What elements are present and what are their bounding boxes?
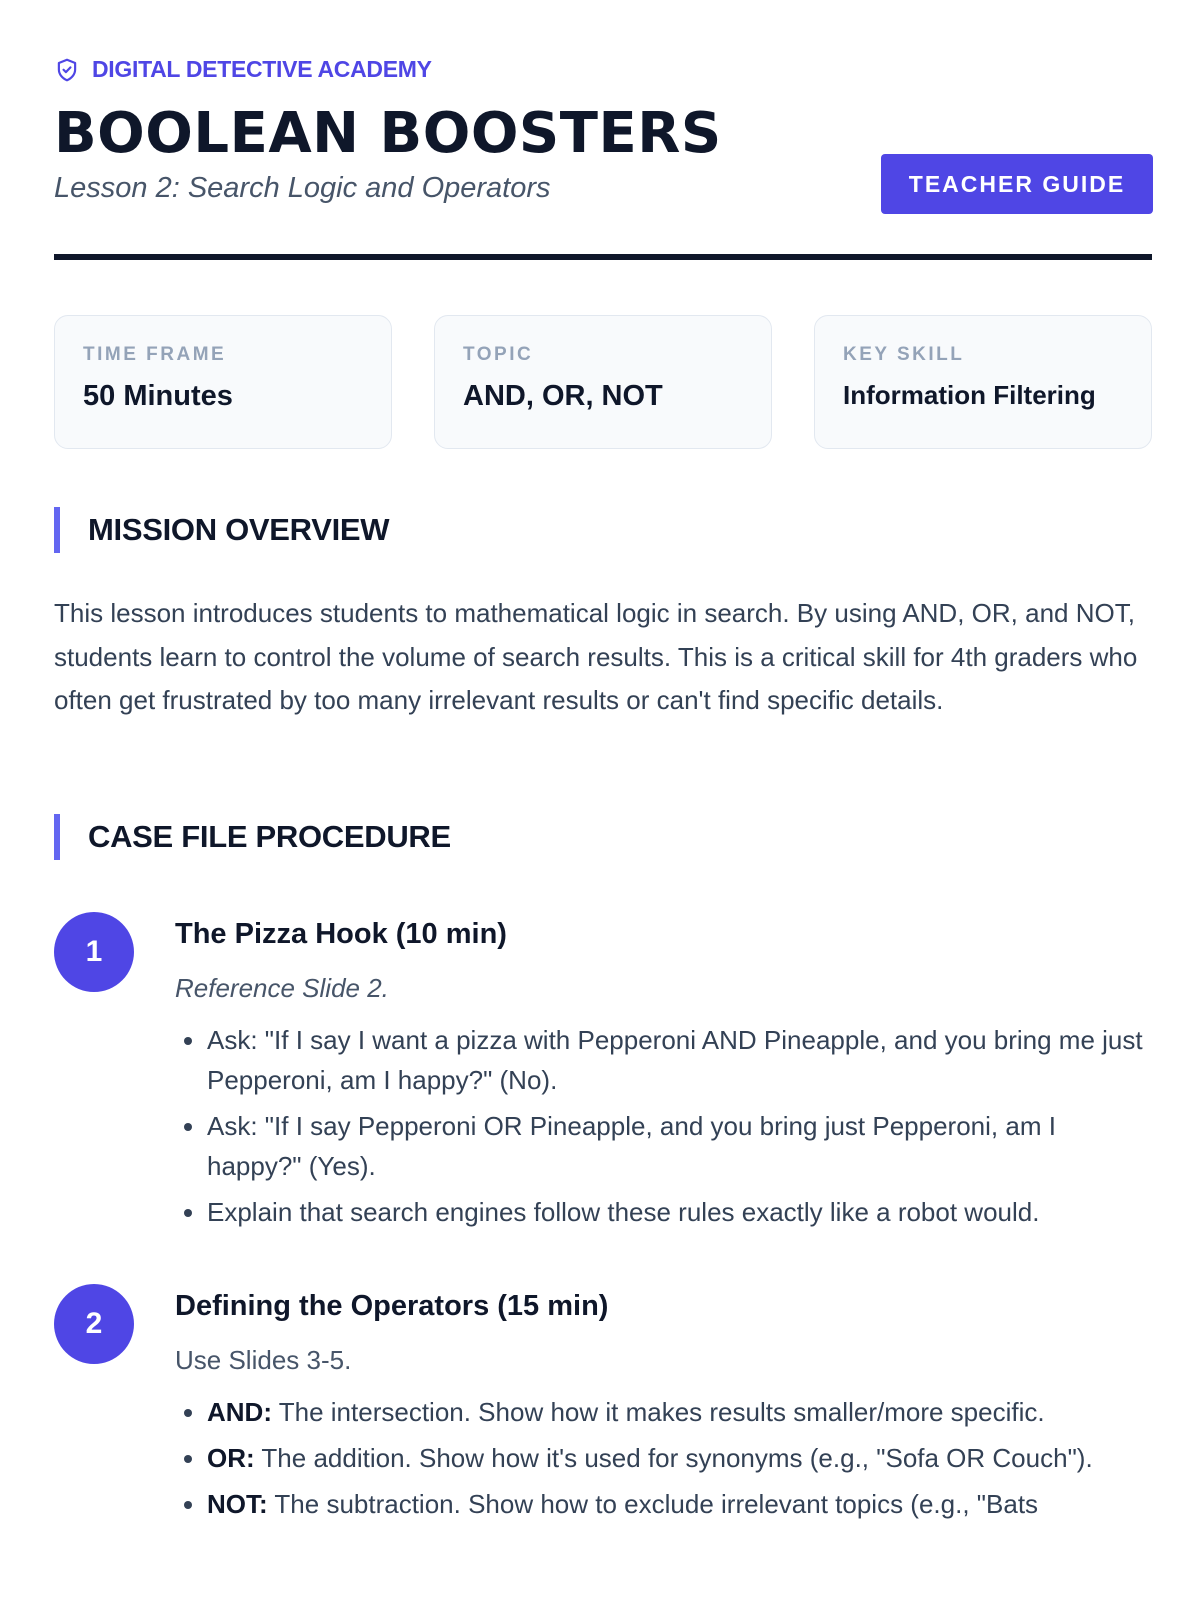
card-value: 50 Minutes bbox=[83, 380, 233, 412]
operator-term: AND: bbox=[207, 1397, 272, 1427]
list-item bbox=[207, 1484, 1152, 1524]
step-reference: Reference Slide 2. bbox=[175, 973, 389, 1003]
step-body bbox=[175, 912, 1152, 1238]
lesson-subtitle: Lesson 2: Search Logic and Operators bbox=[54, 172, 551, 204]
card-label: TOPIC bbox=[463, 344, 534, 365]
step-number-badge: 2 bbox=[54, 1284, 134, 1364]
heading-accent-bar bbox=[54, 507, 60, 553]
section-title: MISSION OVERVIEW bbox=[88, 512, 390, 547]
shield-check-icon bbox=[54, 57, 80, 83]
info-card-topic bbox=[434, 315, 772, 449]
info-card-time-frame bbox=[54, 315, 392, 449]
operator-description: The addition. Show how it's used for synonyms (e.g., "Sofa OR Couch"). bbox=[254, 1443, 1093, 1473]
step-reference: Use Slides 3-5. bbox=[175, 1345, 352, 1375]
case-file-procedure-heading bbox=[54, 814, 451, 860]
list-item: • Ask: "If I say I want a pizza with Pepperoni AND Pineapple, and you bring me just Pepperoni, am I happy?" (No). bbox=[207, 1020, 1152, 1100]
heading-accent-bar bbox=[54, 814, 60, 860]
step-list bbox=[175, 1020, 1152, 1232]
list-item: • Ask: "If I say Pepperoni OR Pineapple, and you bring just Pepperoni, am I happy?" (Yes). bbox=[207, 1106, 1152, 1186]
operator-description: The subtraction. Show how to exclude irrelevant topics (e.g., "Bats bbox=[267, 1489, 1039, 1519]
info-cards bbox=[54, 315, 1152, 449]
info-card-key-skill bbox=[814, 315, 1152, 449]
mission-overview-text: This lesson introduces students to mathematical logic in search. By using AND, OR, and NOT, students learn to control the volume of search results. This is a critical skill for 4th graders who often get frustrated by too many irrelevant results or can't find specific details. bbox=[54, 598, 1138, 715]
operator-description: The intersection. Show how it makes results smaller/more specific. bbox=[272, 1397, 1045, 1427]
card-value: AND, OR, NOT bbox=[463, 380, 663, 412]
list-item: • Explain that search engines follow these rules exactly like a robot would. bbox=[207, 1192, 1152, 1232]
step-list bbox=[175, 1392, 1152, 1524]
step-title: Defining the Operators (15 min) bbox=[175, 1290, 609, 1322]
list-item bbox=[207, 1392, 1152, 1432]
section-title: CASE FILE PROCEDURE bbox=[88, 819, 451, 854]
brand-row bbox=[54, 56, 432, 83]
list-item bbox=[207, 1438, 1152, 1478]
step-title: The Pizza Hook (10 min) bbox=[175, 918, 507, 950]
card-value: Information Filtering bbox=[843, 380, 1096, 410]
brand-name: DIGITAL DETECTIVE ACADEMY bbox=[92, 56, 432, 82]
operator-term: OR: bbox=[207, 1443, 255, 1473]
operator-term: NOT: bbox=[207, 1489, 268, 1519]
teacher-guide-button[interactable]: TEACHER GUIDE bbox=[881, 154, 1153, 214]
mission-overview-heading bbox=[54, 507, 389, 553]
header-divider bbox=[54, 254, 1152, 260]
step-body bbox=[175, 1284, 1152, 1530]
page-title: BOOLEAN BOOSTERS bbox=[54, 101, 722, 166]
step-number-badge: 1 bbox=[54, 912, 134, 992]
card-label: KEY SKILL bbox=[843, 344, 965, 365]
card-label: TIME FRAME bbox=[83, 344, 227, 365]
